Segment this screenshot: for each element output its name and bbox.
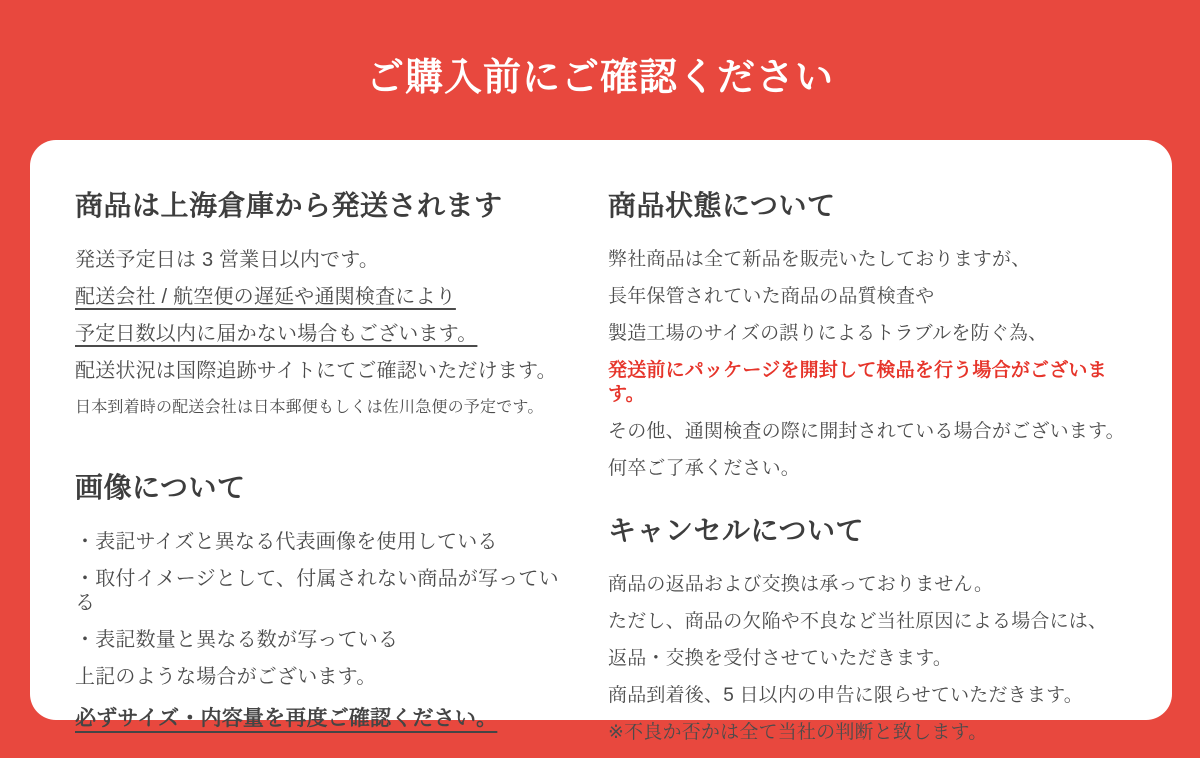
condition-line: 長年保管されていた商品の品質検査や [608, 286, 935, 307]
shipping-section-heading: 商品は上海倉庫から発送されます [75, 190, 503, 221]
condition-line: 何卒ご了承ください。 [608, 458, 801, 479]
cancellation-line: 商品の返品および交換は承っておりません。 [608, 574, 994, 595]
shipping-line: 発送予定日は 3 営業日以内です。 [75, 249, 380, 271]
notice-card [30, 140, 1172, 743]
shipping-line-underlined: 配送会社 / 航空便の遅延や通関検査により [75, 286, 456, 308]
right-column [608, 178, 1127, 758]
section-cancellation [608, 509, 1127, 745]
condition-line: 弊社商品は全て新品を販売いたしておりますが、 [608, 249, 1031, 270]
images-section-heading: 画像について [75, 472, 246, 503]
section-condition [608, 184, 1127, 481]
images-line: 上記のような場合がございます。 [75, 666, 377, 688]
cancellation-section-heading: キャンセルについて [608, 515, 864, 546]
images-bullet: ・取付イメージとして、付属されない商品が写っている [75, 568, 559, 614]
condition-line: 製造工場のサイズの誤りによるトラブルを防ぐ為、 [608, 323, 1048, 344]
condition-section-heading: 商品状態について [608, 190, 836, 221]
shipping-line-underlined: 予定日数以内に届かない場合もございます。 [75, 323, 478, 345]
left-column [75, 178, 563, 758]
cancellation-line: 返品・交換を受付させていただきます。 [608, 648, 953, 669]
cancellation-line: 商品到着後、5 日以内の申告に限らせていただきます。 [608, 685, 1083, 706]
cancellation-line: ただし、商品の欠陥や不良など当社原因による場合には、 [608, 611, 1108, 632]
condition-line: その他、通関検査の際に開封されている場合がございます。 [608, 421, 1125, 442]
shipping-line-small: 日本到着時の配送会社は日本郵便もしくは佐川急便の予定です。 [75, 399, 544, 416]
images-bullet: ・表記サイズと異なる代表画像を使用している [75, 531, 498, 553]
section-shipping [75, 184, 563, 420]
shipping-line: 配送状況は国際追跡サイトにてご確認いただけます。 [75, 360, 557, 382]
section-images [75, 466, 563, 731]
cancellation-line: ※不良か否かは全て当社の判断と致します。 [608, 722, 988, 743]
images-line-emphasis: 必ずサイズ・内容量を再度ご確認ください。 [75, 707, 498, 730]
condition-line-alert: 発送前にパッケージを開封して検品を行う場合がございます。 [608, 360, 1107, 405]
page-title: ご購入前にご確認ください [365, 57, 834, 99]
images-bullet: ・表記数量と異なる数が写っている [75, 629, 399, 651]
